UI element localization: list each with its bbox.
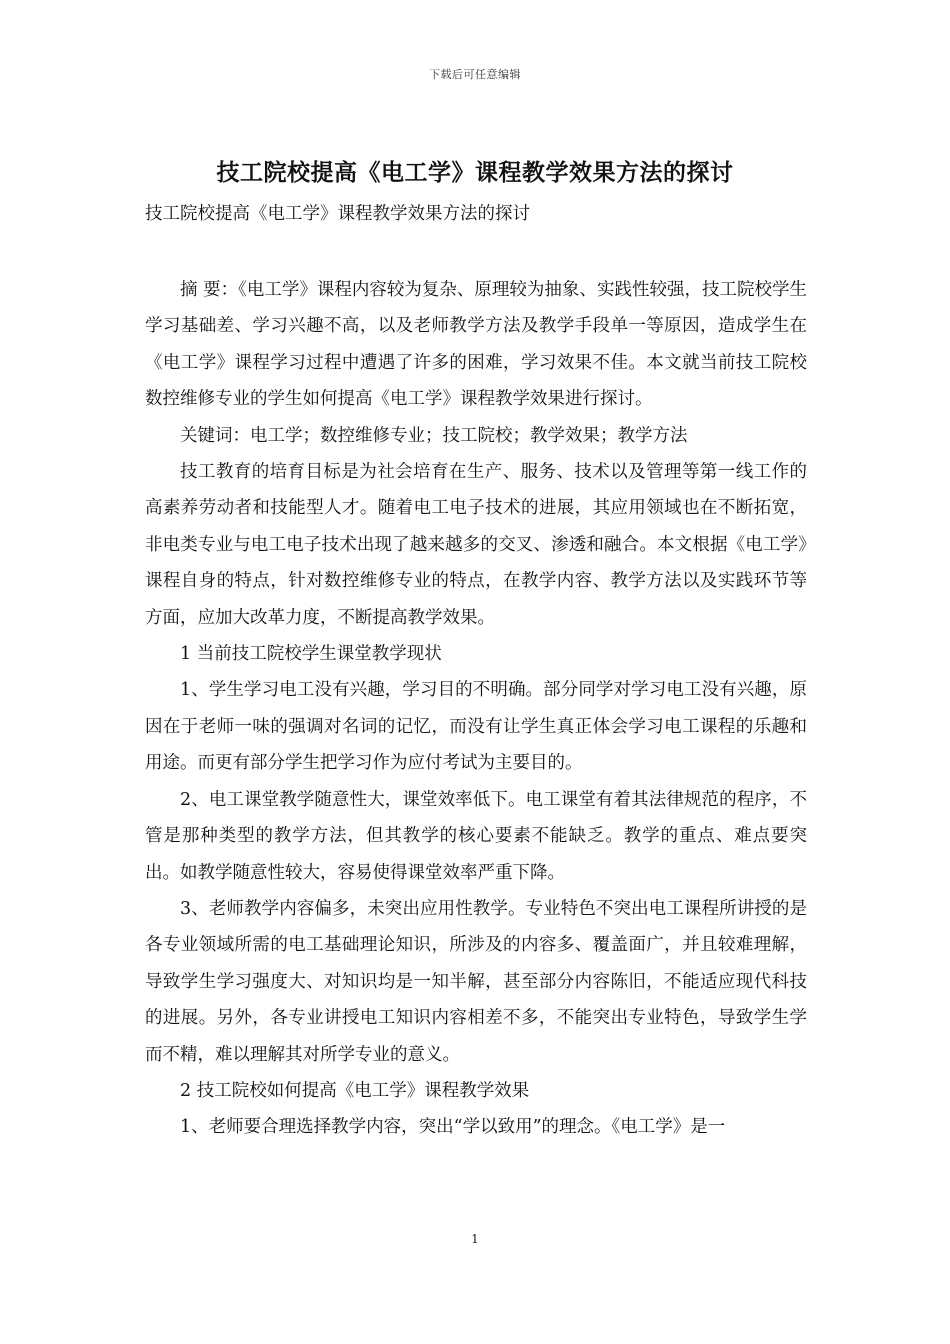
body-paragraph: 1、学生学习电工没有兴趣，学习目的不明确。部分同学对学习电工没有兴趣，原因在于老师一味的强调对名词的记忆，而没有让学生真正体会学习电工课程的乐趣和用途。而更有部分学生把学习作为应付考试为主要目的。: [145, 680, 807, 774]
body-paragraph: 3、老师教学内容偏多，未突出应用性教学。专业特色不突出电工课程所讲授的是各专业领域所需的电工基础理论知识，所涉及的内容多、覆盖面广，并且较难理解，导致学生学习强度大、对知识均是一知半解，甚至部分内容陈旧，不能适应现代科技的进展。另外，各专业讲授电工知识内容相差不多，不能突出专业特色，导致学生学而不精，难以理解其对所学专业的意义。: [145, 898, 807, 1065]
document-subtitle: 技工院校提高《电工学》课程教学效果方法的探讨: [145, 204, 530, 224]
abstract-paragraph: 摘 要：《电工学》课程内容较为复杂、原理较为抽象、实践性较强，技工院校学生学习基础差、学习兴趣不高，以及老师教学方法及教学手段单一等原因，造成学生在《电工学》课程学习过程中遭遇了许多的困难，学习效果不佳。本文就当前技工院校数控维修专业的学生如何提高《电工学》课程教学效果进行探讨。: [145, 280, 807, 410]
body-paragraph: 1、老师要合理选择教学内容，突出“学以致用”的理念。《电工学》是一: [180, 1117, 726, 1138]
page-number: 1: [471, 1232, 479, 1246]
section-heading-1: 1 当前技工院校学生课堂教学现状: [180, 644, 442, 665]
document-body: [145, 272, 807, 1146]
header-note: 下载后可任意编辑: [429, 68, 521, 81]
intro-paragraph: 技工教育的培育目标是为社会培育在生产、服务、技术以及管理等第一线工作的高素养劳动者和技能型人才。随着电工电子技术的进展，其应用领域也在不断拓宽，非电类专业与电工电子技术出现了越来越多的交叉、渗透和融合。本文根据《电工学》课程自身的特点，针对数控维修专业的特点，在教学内容、教学方法以及实践环节等方面，应加大改革力度，不断提高教学效果。: [145, 462, 807, 628]
section-heading-2: 2 技工院校如何提高《电工学》课程教学效果: [180, 1080, 530, 1101]
body-paragraph: 2、电工课堂教学随意性大，课堂效率低下。电工课堂有着其法律规范的程序，不管是那种类型的教学方法，但其教学的核心要素不能缺乏。教学的重点、难点要突出。如教学随意性较大，容易使得课堂效率严重下降。: [145, 789, 807, 883]
document-title: 技工院校提高《电工学》课程教学效果方法的探讨: [216, 159, 734, 186]
keywords-paragraph: 关键词：电工学；数控维修专业；技工院校；教学效果；教学方法: [180, 425, 688, 446]
